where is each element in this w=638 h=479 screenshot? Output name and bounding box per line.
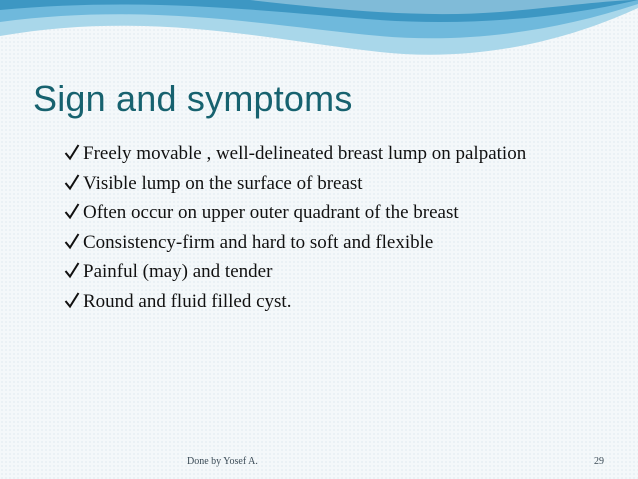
bullet-item (63, 290, 623, 313)
bullet-text: Visible lump on the surface of breast (83, 172, 363, 194)
bullet-text: Freely movable , well-delineated breast lump on palpation (83, 143, 527, 164)
bullet-text: Consistency-firm and hard to soft and flexible (83, 231, 434, 253)
bullet-text: Painful (may) and tender (83, 261, 273, 282)
checkmark-icon (64, 261, 80, 279)
bullet-item (63, 231, 623, 254)
bullet-item (63, 172, 623, 195)
checkmark-icon (64, 202, 80, 220)
checkmark-icon (64, 232, 80, 250)
checkmark-icon (64, 143, 80, 161)
bullet-text: Round and fluid filled cyst. (83, 290, 292, 312)
bullet-item (63, 260, 623, 283)
header-wave-decoration (0, 0, 638, 80)
bullet-item (63, 201, 623, 224)
checkmark-icon (64, 173, 80, 191)
bullet-item (63, 142, 623, 165)
bullet-text: Often occur on upper outer quadrant of the breast (83, 202, 459, 223)
page-number: 29 (594, 456, 604, 467)
checkmark-icon (64, 291, 80, 309)
slide-title: Sign and symptoms (33, 78, 353, 119)
footer-author: Done by Yosef A. (187, 456, 258, 467)
bullet-list (63, 142, 623, 319)
